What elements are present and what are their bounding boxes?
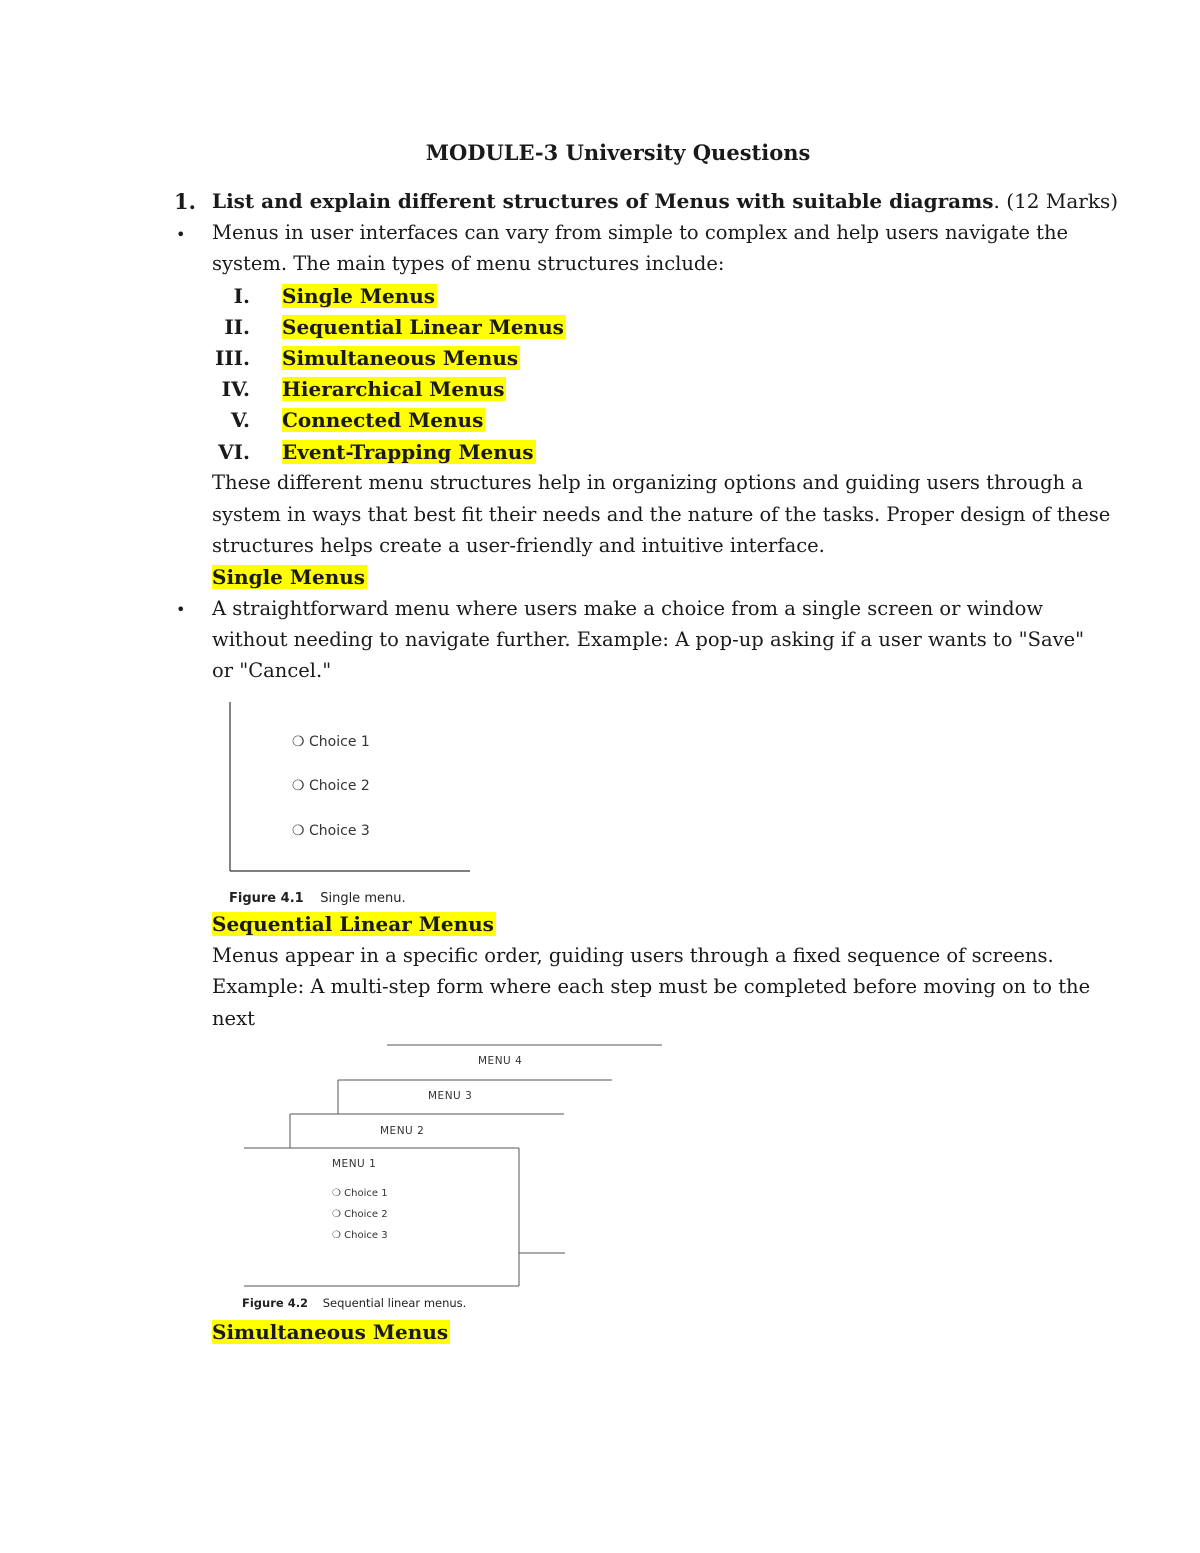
radio-circle-icon: ❍ <box>292 778 305 794</box>
single-text-line-1: A straightforward menu where users make a choice from a single screen or window <box>212 597 1044 620</box>
summary-line-2: system in ways that best fit their needs and the nature of the tasks. Proper design of these <box>212 503 1111 526</box>
figure-4-2-caption: Figure 4.2 Sequential linear menus. <box>242 1296 467 1310</box>
figure-4-1-choice-1: ❍ Choice 1 <box>292 734 370 750</box>
section-heading-sequential <box>212 912 496 936</box>
summary-line-1: These different menu structures help in organizing options and guiding users through a <box>212 471 1084 494</box>
figure-4-2-choice-3: ❍ Choice 3 <box>332 1230 388 1241</box>
bullet-icon: • <box>176 600 186 619</box>
question-text-bold: List and explain different structures of Menus with suitable diagrams <box>212 189 994 213</box>
radio-circle-icon: ❍ <box>332 1188 341 1199</box>
single-text-line-3: or "Cancel." <box>212 659 332 682</box>
single-text-line-2: without needing to navigate further. Example: A pop-up asking if a user wants to "Save" <box>212 628 1085 651</box>
intro-line-2: system. The main types of menu structures include: <box>212 252 725 275</box>
figure-4-1-caption: Figure 4.1 Single menu. <box>229 891 406 906</box>
type-label-2: Sequential Linear Menus <box>282 315 564 339</box>
radio-circle-icon: ❍ <box>332 1230 341 1241</box>
type-numeral-3: III. <box>214 346 250 370</box>
page-title: MODULE-3 University Questions <box>425 140 811 165</box>
type-label-1: Single Menus <box>282 284 436 308</box>
figure-4-2-choice-1: ❍ Choice 1 <box>332 1188 388 1199</box>
sequential-text-line-3: next <box>212 1007 255 1030</box>
simultaneous-heading-label: Simultaneous Menus <box>212 1320 449 1344</box>
type-numeral-5: V. <box>231 408 250 432</box>
type-label-6: Event-Trapping Menus <box>282 440 534 464</box>
intro-line-1: Menus in user interfaces can vary from simple to complex and help users navigate the <box>212 221 1069 244</box>
type-numeral-2: II. <box>224 315 250 339</box>
radio-circle-icon: ❍ <box>292 734 305 750</box>
type-label-4: Hierarchical Menus <box>282 377 505 401</box>
sequential-heading-label: Sequential Linear Menus <box>212 912 494 936</box>
type-label-3: Simultaneous Menus <box>282 346 519 370</box>
type-numeral-1: I. <box>233 284 250 308</box>
figure-4-2-menu-3: MENU 3 <box>428 1090 473 1102</box>
figure-4-2-menu-4: MENU 4 <box>478 1055 523 1067</box>
single-heading-label: Single Menus <box>212 565 366 589</box>
sequential-text-line-2: Example: A multi-step form where each step must be completed before moving on to the <box>212 975 1091 998</box>
figure-4-1-choice-2: ❍ Choice 2 <box>292 778 370 794</box>
radio-circle-icon: ❍ <box>292 823 305 839</box>
question-number: 1. <box>174 189 196 214</box>
figure-4-2-choice-2: ❍ Choice 2 <box>332 1209 388 1220</box>
question-text-rest: . (12 Marks) <box>993 189 1119 213</box>
type-numeral-4: IV. <box>221 377 250 401</box>
summary-line-3: structures helps create a user-friendly and intuitive interface. <box>212 534 825 557</box>
section-heading-simultaneous <box>212 1320 450 1344</box>
figure-4-2-menu-2: MENU 2 <box>380 1125 425 1137</box>
figure-4-2-menu-1: MENU 1 <box>332 1158 377 1170</box>
type-numeral-6: VI. <box>218 440 250 464</box>
bullet-icon: • <box>176 225 186 244</box>
type-label-5: Connected Menus <box>282 408 484 432</box>
radio-circle-icon: ❍ <box>332 1209 341 1220</box>
sequential-text-line-1: Menus appear in a specific order, guiding users through a fixed sequence of screens. <box>212 944 1054 967</box>
figure-4-1-choice-3: ❍ Choice 3 <box>292 823 370 839</box>
